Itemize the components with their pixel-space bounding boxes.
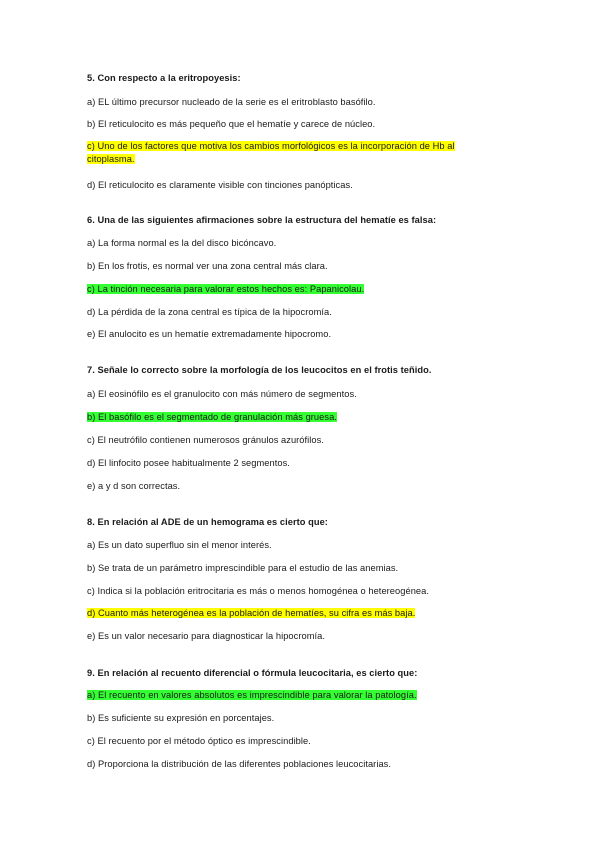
question-8-option-d xyxy=(87,607,415,619)
question-5-option-a: a) EL último precursor nucleado de la serie es el eritroblasto basófilo. xyxy=(87,97,376,107)
question-8-title: 8. En relación al ADE de un hemograma es cierto que: xyxy=(87,517,328,527)
highlighted-answer: d) Cuanto más heterogénea es la población de hematíes, su cifra es más baja. xyxy=(87,608,416,618)
question-8-option-c: c) Indica si la población eritrocitaria es más o menos homogénea o hetereogénea. xyxy=(87,586,429,596)
question-6-option-a: a) La forma normal es la del disco bicóncavo. xyxy=(87,238,277,248)
question-9-option-c: c) El recuento por el método óptico es imprescindible. xyxy=(87,736,311,746)
question-9-option-d: d) Proporciona la distribución de las diferentes poblaciones leucocitarias. xyxy=(87,759,392,769)
question-9-option-b: b) Es suficiente su expresión en porcentajes. xyxy=(87,713,275,723)
question-9-title: 9. En relación al recuento diferencial o fórmula leucocitaria, es cierto que: xyxy=(87,668,418,678)
highlighted-answer: c) Uno de los factores que motiva los cambios morfológicos es la incorporación de Hb al citoplasma. xyxy=(87,141,455,164)
question-8-option-e: e) Es un valor necesario para diagnosticar la hipocromía. xyxy=(87,631,325,641)
highlighted-answer: a) El recuento en valores absolutos es imprescindible para valorar la patología. xyxy=(87,690,417,700)
question-6-option-b: b) En los frotis, es normal ver una zona central más clara. xyxy=(87,261,328,271)
question-7-option-b xyxy=(87,411,337,423)
question-9-option-a xyxy=(87,689,417,701)
question-5-option-d: d) El reticulocito es claramente visible con tinciones panópticas. xyxy=(87,180,353,190)
question-6-option-e: e) El anulocito es un hematíe extremadamente hipocromo. xyxy=(87,329,332,339)
question-7-option-d: d) El linfocito posee habitualmente 2 segmentos. xyxy=(87,458,290,468)
highlighted-answer: c) La tinción necesaria para valorar estos hechos es: Papanicolau. xyxy=(87,284,365,294)
question-5-option-b: b) El reticulocito es más pequeño que el hematíe y carece de núcleo. xyxy=(87,119,376,129)
question-5-option-c xyxy=(87,140,497,166)
question-7-option-a: a) El eosinófilo es el granulocito con más número de segmentos. xyxy=(87,389,357,399)
question-7-option-c: c) El neutrófilo contienen numerosos gránulos azurófilos. xyxy=(87,435,324,445)
question-5-title: 5. Con respecto a la eritropoyesis: xyxy=(87,73,241,83)
question-6-option-d: d) La pérdida de la zona central es típica de la hipocromía. xyxy=(87,307,332,317)
question-6-option-c xyxy=(87,283,364,295)
question-7-title: 7. Señale lo correcto sobre la morfología de los leucocitos en el frotis teñido. xyxy=(87,365,432,375)
question-8-option-a: a) Es un dato superfluo sin el menor interés. xyxy=(87,540,272,550)
question-7-option-e: e) a y d son correctas. xyxy=(87,481,181,491)
question-6-title: 6. Una de las siguientes afirmaciones sobre la estructura del hematíe es falsa: xyxy=(87,215,437,225)
question-8-option-b: b) Se trata de un parámetro imprescindible para el estudio de las anemias. xyxy=(87,563,399,573)
highlighted-answer: b) El basófilo es el segmentado de granulación más gruesa. xyxy=(87,412,337,422)
